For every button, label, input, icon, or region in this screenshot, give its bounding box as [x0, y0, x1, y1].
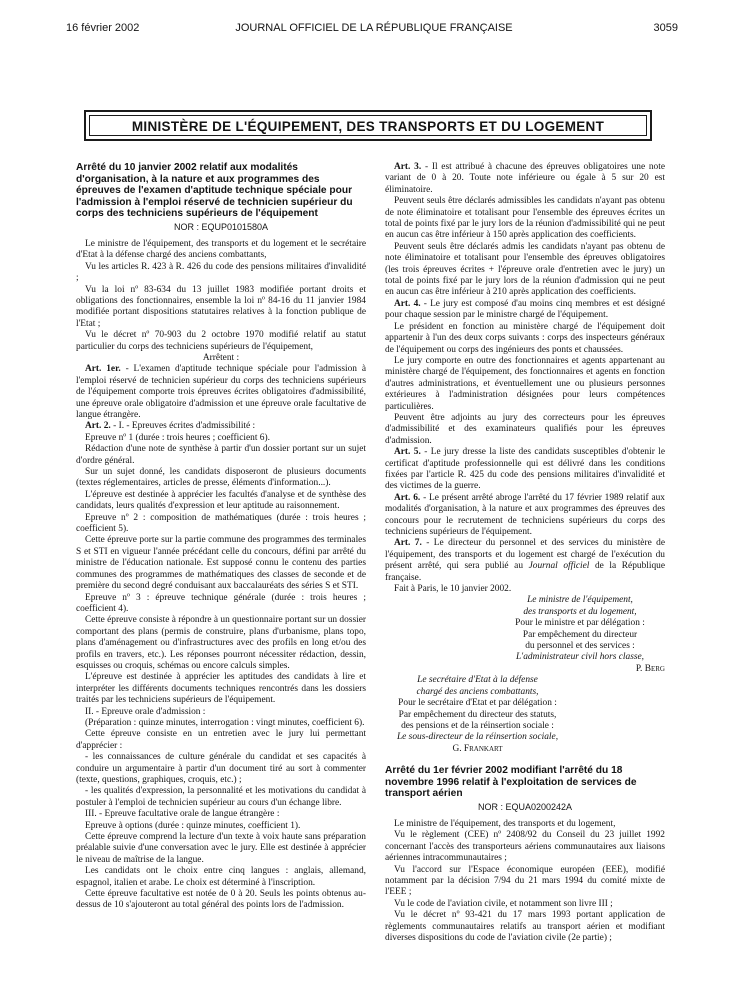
article-paragraph: Epreuve à options (durée : quinze minutes, coefficient 1).	[85, 820, 301, 831]
article-paragraph: Cette épreuve facultative est notée de 0 à 20. Seuls les points obtenus au-dessus de 10 s'ajouteront au total général des points lors de l'admission.	[76, 889, 366, 911]
header-date: 16 février 2002	[66, 22, 140, 34]
decree2-paragraph: Vu l'accord sur l'Espace économique européen (EEE), modifié notamment par la décision 7/94 du 21 mars 1994 du comité mixte de l'EEE ;	[385, 864, 665, 898]
sig2-line: des pensions et de la réinsertion sociale :	[401, 720, 554, 731]
done-at: Fait à Paris, le 10 janvier 2002.	[394, 584, 512, 595]
sig1-role: L'administrateur civil hors classe,	[515, 652, 645, 663]
sig2-title-line: chargé des anciens combattants,	[416, 686, 539, 697]
article-7	[385, 538, 665, 584]
article-7-journal: Journal officiel	[528, 561, 590, 572]
sig2-line: Par empêchement du directeur des statuts,	[398, 709, 557, 720]
article-7-text-a: - Le directeur du personnel et des services du ministère de l'équipement, des transports et du logement est chargé de l'exécution du présent arrêté, qui sera publié au	[385, 538, 665, 572]
article-paragraph: Cette épreuve consiste en un entretien avec le jury lui permettant d'apprécier :	[76, 729, 366, 751]
article-3-label: Art. 3.	[394, 162, 422, 172]
page-number: 3059	[653, 22, 678, 34]
article-1	[76, 364, 366, 421]
ministry-title: MINISTÈRE DE L'ÉQUIPEMENT, DES TRANSPORTS ET DU LOGEMENT	[131, 119, 605, 134]
decree1-preamble	[76, 239, 366, 353]
sig2-name: G. Frankart	[452, 743, 503, 754]
article-paragraph: Sur un sujet donné, les candidats disposeront de plusieurs documents (textes réglementaires, articles de presse, éléments d'information...).	[76, 467, 366, 489]
journal-title: JOURNAL OFFICIEL DE LA RÉPUBLIQUE FRANÇAISE	[235, 22, 513, 34]
decree1-title: Arrêté du 10 janvier 2002 relatif aux modalités d'organisation, à la nature et aux programmes des épreuves de l'examen d'aptitude technique spéciale pour l'admission à l'emploi réservé de technicien supérieur du corps des techniciens supérieurs de l'équipement	[76, 162, 353, 219]
decree2-paragraph: Vu le décret nº 93-421 du 17 mars 1993 portant application de règlements communautaires relatifs au transport aérien et modifiant diverses dispositions du code de l'aviation civile (2e partie) ;	[385, 910, 665, 944]
article-7-text-b: de la République française.	[385, 561, 665, 583]
decree2-title: Arrêté du 1er février 2002 modifiant l'arrêté du 18 novembre 1996 relatif à l'exploitation de services de transport aérien	[385, 765, 637, 800]
article-1-text: - L'examen d'aptitude technique spéciale pour l'admission à l'emploi réservé de technicien supérieur du corps des techniciens supérieurs de l'équipement comporte trois épreuves écrites obligatoires d'admissibilité, une épreuve orale obligatoire d'admission et une épreuve orale facultative de langue étrangère.	[76, 364, 366, 420]
article-paragraph: Peuvent seuls être déclarés admis les candidats n'ayant pas obtenu de note éliminatoire et totalisant pour l'ensemble des épreuves obligatoires (les trois épreuves écrites + l'épreuve orale d'entretien avec le jury) un total de points fixé par le jury lors de la réunion d'admission qui ne peut en aucun cas être inférieur à 210 après application des coefficients.	[385, 241, 665, 298]
article-2-text: - I. - Epreuves écrites d'admissibilité :	[110, 421, 256, 432]
article-paragraph: Rédaction d'une note de synthèse à partir d'un dossier portant sur un sujet d'ordre général.	[76, 444, 366, 466]
decree2-nor: NOR : EQUA0200242A	[477, 801, 573, 812]
decree1-nor: NOR : EQUP0101580A	[173, 221, 269, 232]
article-paragraph: Cette épreuve comprend la lecture d'un texte à voix haute sans préparation préalable suivie d'une conversation avec le jury. Elle est destinée à apprécier le niveau de maîtrise de la langue.	[76, 832, 366, 865]
decree2-paragraph: Vu le règlement (CEE) nº 2408/92 du Conseil du 23 juillet 1992 concernant l'accès des transporteurs aériens communautaires aux liaisons aériennes intracommunautaires ;	[385, 830, 665, 864]
article-4	[385, 299, 665, 322]
signature-block-2	[385, 675, 570, 755]
decree2-paragraph: Le ministre de l'équipement, des transports et du logement,	[394, 819, 616, 830]
article-4-body	[385, 322, 665, 447]
article-paragraph: III. - Epreuve facultative orale de langue étrangère :	[85, 809, 280, 820]
sig1-line: Pour le ministre et par délégation :	[515, 618, 645, 629]
sig2-role: Le sous-directeur de la réinsertion sociale,	[396, 732, 559, 743]
sig2-title-line: Le secrétaire d'Etat à la défense	[417, 675, 538, 686]
article-paragraph: Peuvent être adjoints au jury des correcteurs pour les épreuves d'admissibilité et des examinateurs qualifiés pour les épreuves d'admission.	[385, 412, 665, 446]
right-column	[385, 162, 665, 945]
article-paragraph: Cette épreuve porte sur la partie commune des programmes des terminales S et STI en vigueur l'année précédant celle du concours, défini par arrêté du ministre de l'éducation nationale. Est supposé connu le contenu des parties communes des programmes de mathématiques des classes de seconde et de première du second degré conduisant aux baccalauréats des séries S et STI.	[76, 535, 366, 592]
article-paragraph: Epreuve nº 2 : composition de mathématiques (durée : trois heures ; coefficient 5).	[76, 512, 366, 535]
ministry-box	[84, 110, 652, 141]
article-paragraph: Peuvent seuls être déclarés admissibles les candidats n'ayant pas obtenu de note éliminatoire et totalisant pour l'ensemble des épreuves écrites un total de points fixé par le jury lors de la réunion d'admissibilité qui ne peut en aucun cas être inférieur à 150 après application des coefficients.	[385, 196, 665, 241]
article-5-label: Art. 5.	[394, 447, 421, 458]
sig1-line: du personnel et des services :	[525, 641, 635, 652]
article-2-body	[76, 433, 366, 912]
article-paragraph: L'épreuve est destinée à apprécier les aptitudes des candidats à lire et interpréter les différents documents techniques rencontrés dans les dossiers traités par les techniciens supérieurs de l'équipement.	[76, 672, 366, 706]
article-paragraph: Les candidats ont le choix entre cinq langues : anglais, allemand, espagnol, italien et arabe. Le choix est déterminé à l'inscription.	[76, 866, 366, 888]
article-6	[385, 493, 665, 539]
article-paragraph: (Préparation : quinze minutes, interrogation : vingt minutes, coefficient 6).	[85, 717, 365, 728]
article-3-text: - Il est attribué à chacune des épreuves obligatoires une note variant de 0 à 20. Toute note inférieure ou égale à 5 sur 20 est éliminatoire.	[385, 162, 665, 195]
article-4-label: Art. 4.	[394, 298, 421, 309]
decree2-paragraph: Vu le code de l'aviation civile, et notamment son livre III ;	[394, 898, 613, 909]
article-6-label: Art. 6.	[394, 492, 421, 503]
article-paragraph: Le président en fonction au ministère chargé de l'équipement doit appartenir à l'un des deux corps suivants : corps des inspecteurs généraux de l'équipement ou corps des ingénieurs des ponts et chaussées.	[385, 321, 665, 355]
article-paragraph: Epreuve nº 1 (durée : trois heures ; coefficient 6).	[85, 432, 270, 443]
article-4-text: - Le jury est composé d'au moins cinq membres et est désigné pour chaque session par le ministre chargé de l'équipement.	[385, 298, 665, 321]
preamble-paragraph: Vu les articles R. 423 à R. 426 du code des pensions militaires d'invalidité ;	[76, 261, 366, 284]
signature-block-1	[495, 595, 665, 675]
article-paragraph: Le jury comporte en outre des fonctionnaires et agents appartenant au ministère chargé de l'équipement, des fonctionnaires et agents en fonction d'autres administrations, et éventuellement une ou plusieurs personnes extérieures à l'administration désignées pour leurs compétences particulières.	[385, 355, 665, 412]
preamble-paragraph: Vu la loi nº 83-634 du 13 juillet 1983 modifiée portant droits et obligations des fonctionnaires, ensemble la loi nº 84-16 du 11 janvier 1984 modifiée portant dispositions statutaires relatives à la fonction publique de l'Etat ;	[76, 284, 366, 329]
arretent: Arrêtent :	[202, 352, 240, 363]
article-paragraph: - les qualités d'expression, la personnalité et les motivations du candidat à postuler à l'emploi de technicien supérieur au cours d'un échange libre.	[76, 786, 366, 808]
article-paragraph: Cette épreuve consiste à répondre à un questionnaire portant sur un dossier comportant des plans (permis de construire, plans d'urbanisme, plans topo, plans d'aménagement ou d'infrastructures avec des profils en long et/ou des profils en travers, etc.). Les réponses pourront nécessiter rédaction, dessin, esquisses ou croquis, schémas ou encore calculs simples.	[76, 615, 366, 671]
article-paragraph: - les connaissances de culture générale du candidat et ses capacités à conduire un argumentaire à partir d'un document tiré au sort à commenter (texte, questions, graphiques, croquis, etc.) ;	[76, 752, 366, 785]
article-5-text: - Le jury dresse la liste des candidats susceptibles d'obtenir le certificat d'aptitude professionnelle qui est délivré dans les conditions fixées par l'article R. 425 du code des pensions militaires d'invalidité et des victimes de la guerre.	[385, 447, 665, 492]
article-paragraph: L'épreuve est destinée à apprécier les facultés d'analyse et de synthèse des candidats, leurs qualités d'expression et leur aptitude au raisonnement.	[76, 489, 366, 512]
sig1-title-line: Le ministre de l'équipement,	[527, 595, 633, 606]
preamble-paragraph: Le ministre de l'équipement, des transports et du logement et le secrétaire d'Etat à la défense chargé des anciens combattants,	[76, 238, 366, 261]
article-5	[385, 447, 665, 493]
article-paragraph: II. - Epreuve orale d'admission :	[85, 706, 206, 717]
article-3	[385, 162, 665, 196]
decree2-body	[385, 819, 665, 944]
article-7-label: Art. 7.	[394, 538, 422, 549]
article-1-label: Art. 1er.	[85, 364, 121, 375]
article-2	[76, 421, 366, 432]
article-6-text: - Le présent arrêté abroge l'arrêté du 17 février 1989 relatif aux modalités d'organisation, à la nature et aux programmes des épreuves des concours pour le recrutement de techniciens supérieurs du corps des techniciens supérieurs de l'équipement.	[385, 492, 665, 537]
sig1-name: P. Berg	[635, 663, 665, 674]
sig1-line: Par empêchement du directeur	[522, 629, 638, 640]
article-paragraph: Epreuve nº 3 : épreuve technique générale (durée : trois heures ; coefficient 4).	[76, 592, 366, 614]
left-column	[76, 162, 366, 912]
sig2-line: Pour le secrétaire d'Etat et par délégation :	[398, 698, 557, 709]
preamble-paragraph: Vu le décret nº 70-903 du 2 octobre 1970 modifié relatif au statut particulier du corps des techniciens supérieurs de l'équipement,	[76, 330, 366, 352]
sig1-title-line: des transports et du logement,	[523, 606, 637, 617]
article-3-body	[385, 196, 665, 299]
article-2-label: Art. 2.	[85, 421, 111, 432]
